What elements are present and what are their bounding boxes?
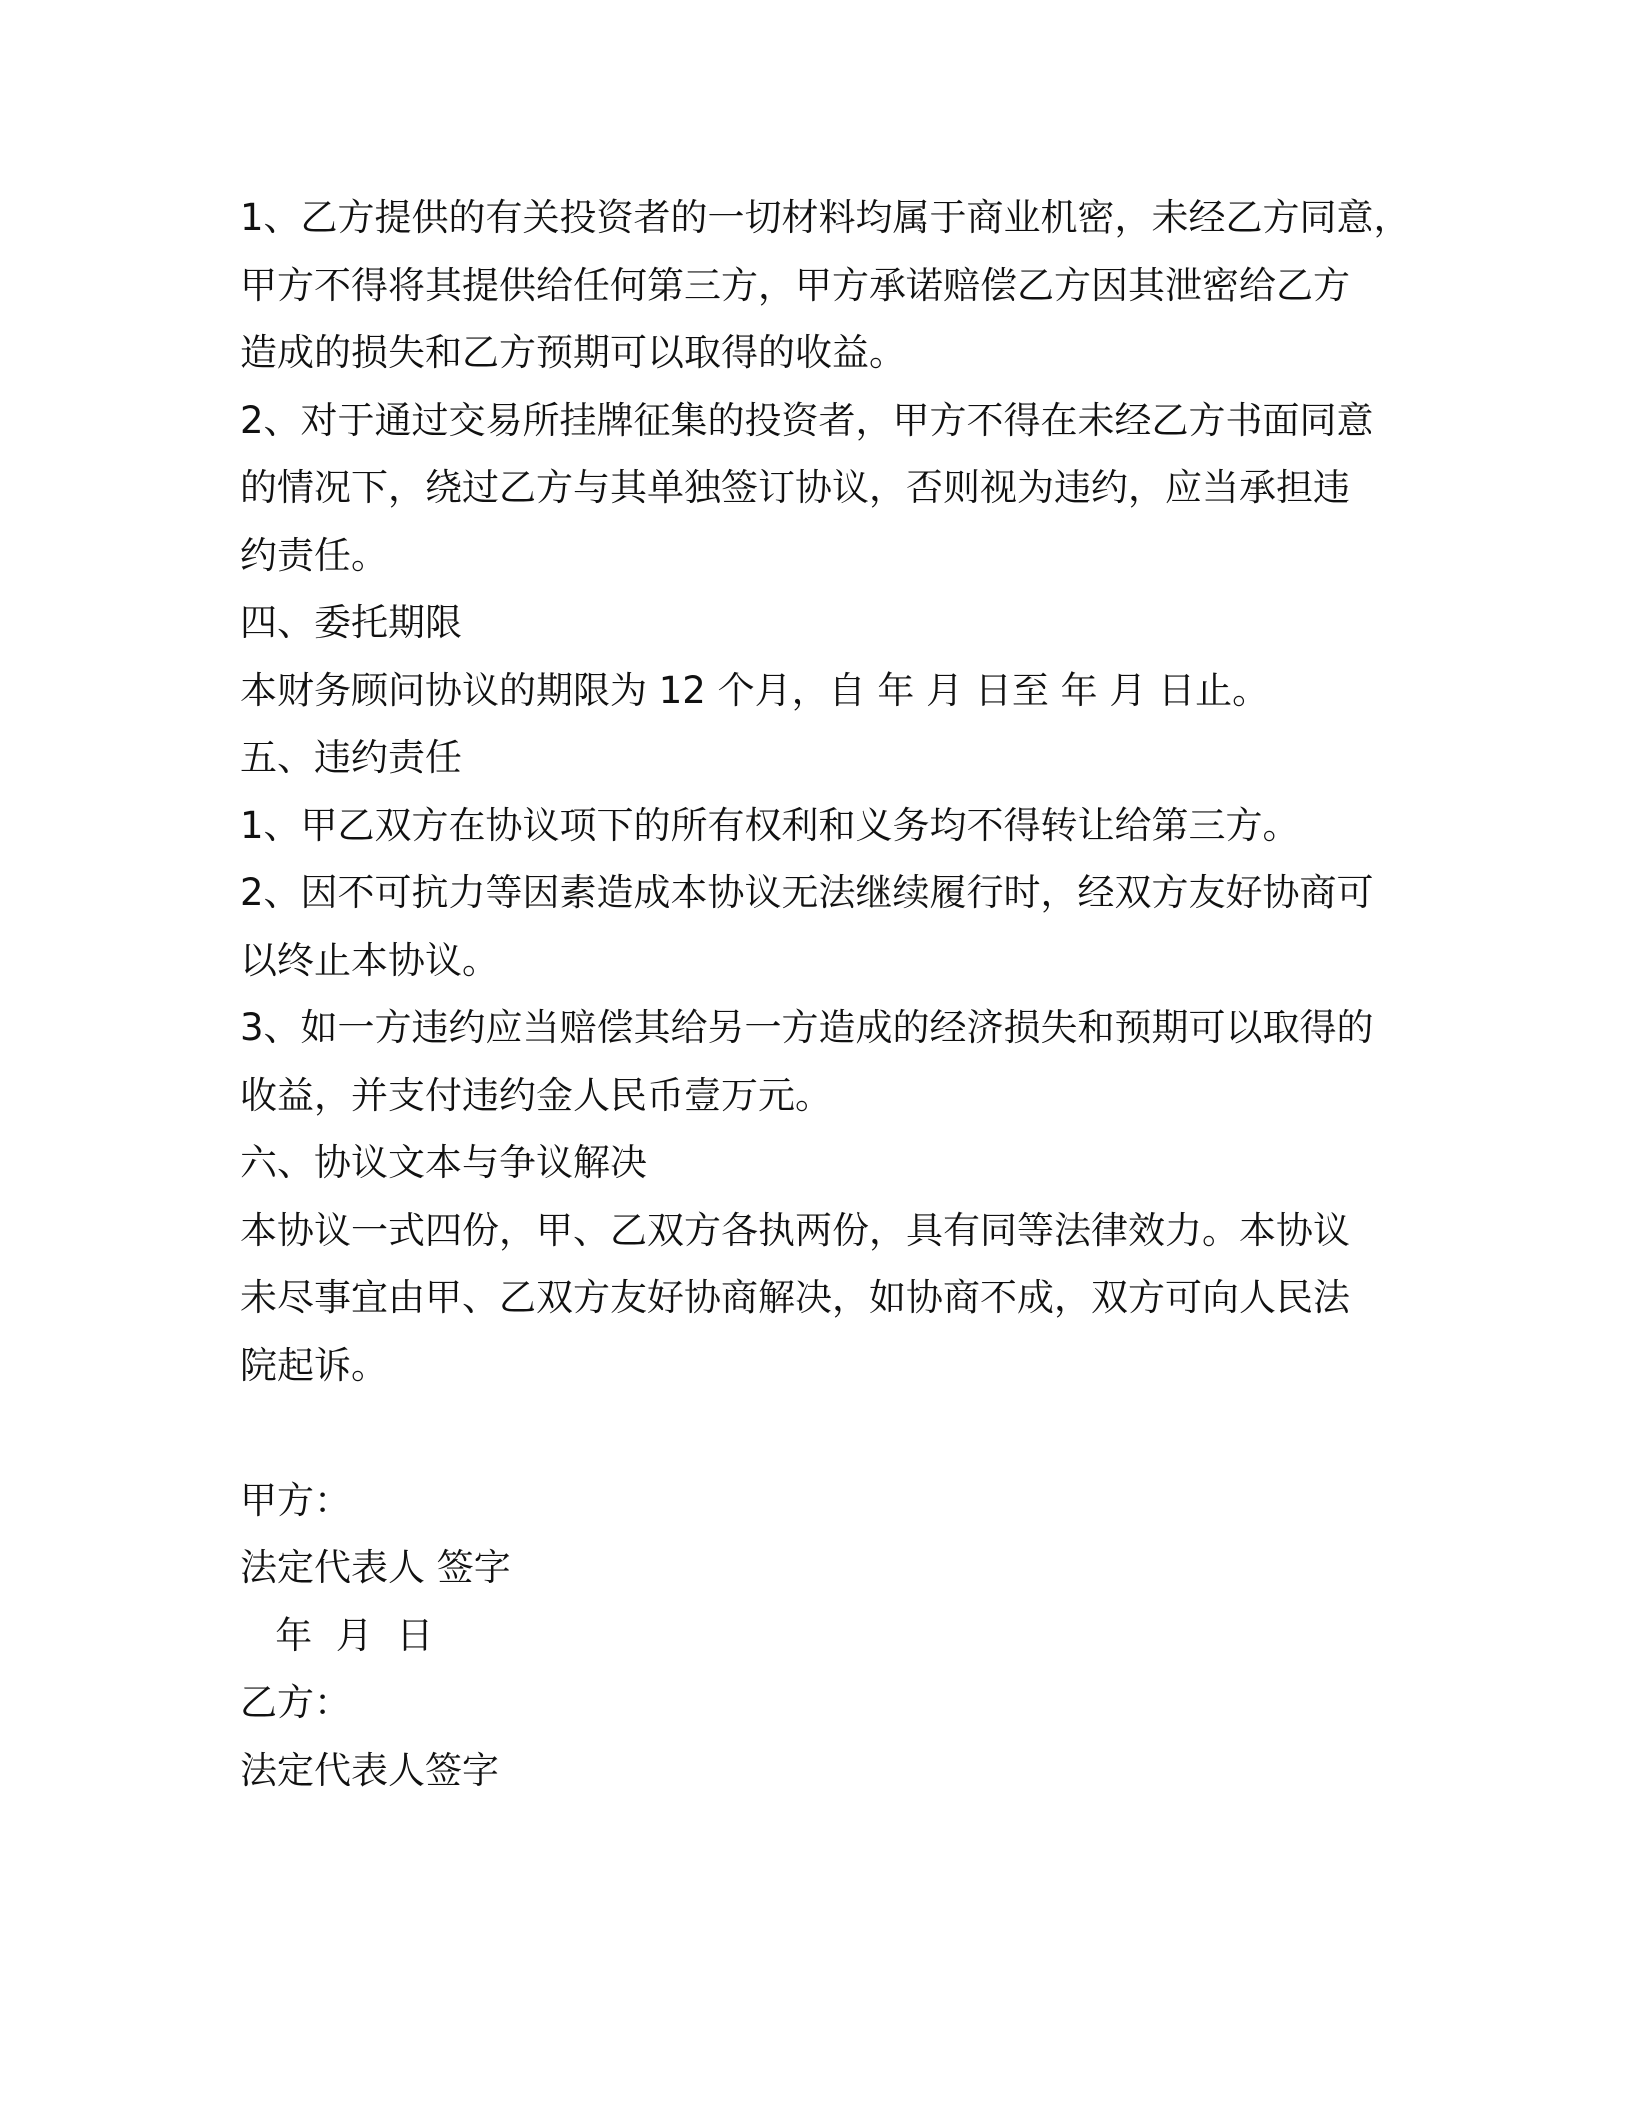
document-body	[240, 184, 1420, 1804]
section-6-text-line-1: 本协议一式四份，甲、乙双方各执两份，具有同等法律效力。本协议	[240, 1208, 1350, 1252]
section-4-text: 本财务顾问协议的期限为 12 个月，自 年 月 日至 年 月 日止。	[240, 668, 1270, 712]
section-5-item-3-line-2: 收益，并支付违约金人民币壹万元。	[240, 1073, 832, 1117]
party-a-representative-signature: 法定代表人 签字	[240, 1546, 511, 1589]
section-5-item-2-line-2: 以终止本协议。	[240, 938, 499, 982]
section-6-text-line-3: 院起诉。	[240, 1343, 388, 1387]
clause-2-line-1: 2、对于通过交易所挂牌征集的投资者，甲方不得在未经乙方书面同意	[240, 398, 1374, 442]
section-5-heading: 五、违约责任	[240, 736, 462, 779]
clause-2-line-3: 约责任。	[240, 533, 388, 577]
clause-1-line-2: 甲方不得将其提供给任何第三方，甲方承诺赔偿乙方因其泄密给乙方	[240, 263, 1350, 307]
clause-2-line-2: 的情况下，绕过乙方与其单独签订协议，否则视为违约，应当承担违	[240, 466, 1350, 509]
section-5-item-1-line-1: 1、甲乙双方在协议项下的所有权利和义务均不得转让给第三方。	[240, 803, 1300, 847]
section-4-heading: 四、委托期限	[240, 601, 462, 644]
section-5-item-2-line-1: 2、因不可抗力等因素造成本协议无法继续履行时，经双方友好协商可	[240, 871, 1374, 914]
party-a-date: 年 月 日	[240, 1613, 434, 1657]
section-6-text-line-2: 未尽事宜由甲、乙双方友好协商解决，如协商不成，双方可向人民法	[240, 1276, 1350, 1319]
party-b-representative-signature: 法定代表人签字	[240, 1748, 499, 1792]
clause-1-line-1: 1、乙方提供的有关投资者的一切材料均属于商业机密，未经乙方同意，	[240, 196, 1411, 239]
party-a-label: 甲方：	[240, 1478, 351, 1522]
section-5-item-3-line-1: 3、如一方违约应当赔偿其给另一方造成的经济损失和预期可以取得的	[240, 1006, 1374, 1049]
section-6-heading: 六、协议文本与争议解决	[240, 1141, 647, 1184]
party-b-label: 乙方：	[240, 1681, 351, 1724]
clause-1-line-3: 造成的损失和乙方预期可以取得的收益。	[240, 331, 906, 374]
signature-spacer	[240, 1399, 1420, 1467]
